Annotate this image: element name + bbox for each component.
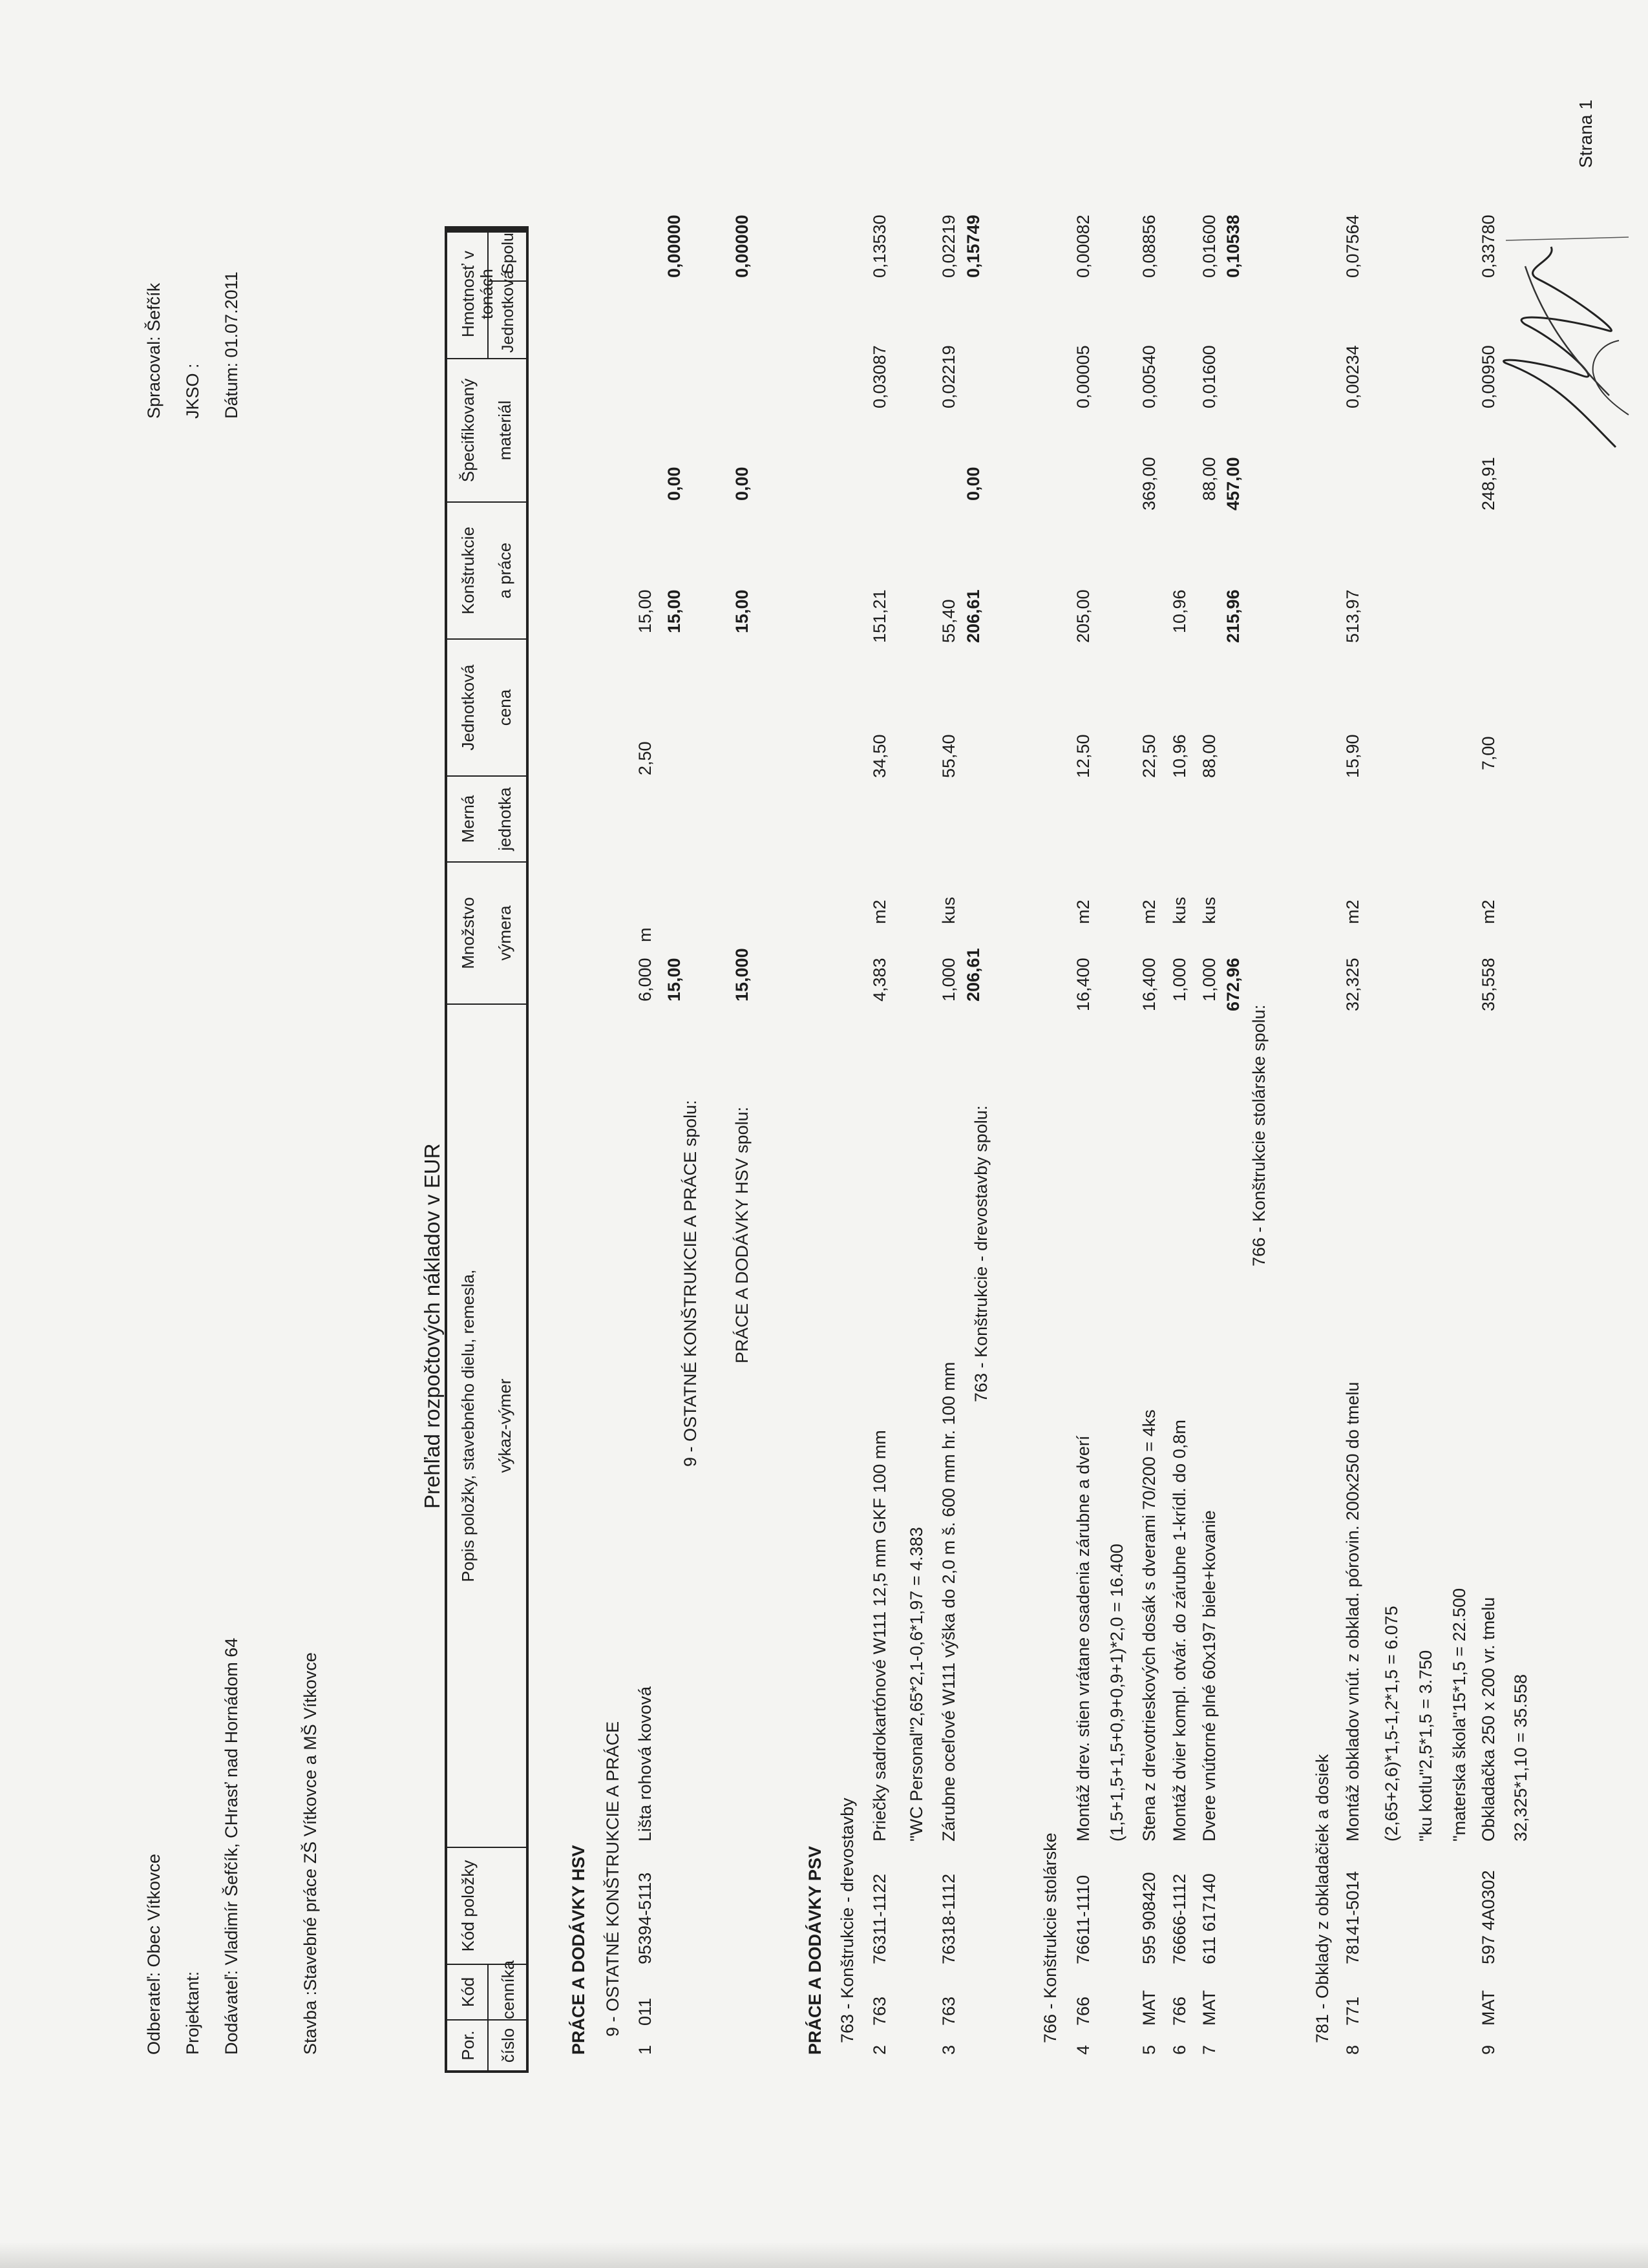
total-material: 0,00 xyxy=(664,467,684,501)
section-psv: PRÁCE A DODÁVKY PSV xyxy=(805,1845,825,2055)
col-hmotnost: Hmotnosť v tonách Jednotková Spolu xyxy=(447,230,526,359)
col-mnozstvo: Množstvo výmera xyxy=(447,863,526,1005)
section-hsv-9: 9 - OSTATNÉ KONŠTRUKCIE A PRÁCE xyxy=(603,1721,622,2037)
total-material: 0,00 xyxy=(964,467,983,501)
section-hsv: PRÁCE A DODÁVKY HSV xyxy=(569,1845,588,2055)
col-por: Por. číslo xyxy=(447,2021,526,2070)
section-psv-763: 763 - Konštrukcie - drevostavby xyxy=(838,1798,857,2043)
page-number: Strana 1 xyxy=(1576,100,1596,168)
designer-label: Projektant: xyxy=(183,1971,202,2055)
total-label: 763 - Konštrukcie - drevostavby spolu: xyxy=(971,1105,991,1402)
section-psv-781: 781 - Obklady z obkladačiek a dosiek xyxy=(1313,1754,1332,2043)
total-konstr: 215,96 xyxy=(1223,589,1243,643)
total-mnozstvo: 15,00 xyxy=(664,958,684,1002)
customer-label: Odberateľ: Obec Vítkovce xyxy=(144,1853,164,2055)
col-jedn-cena: Jednotková cena xyxy=(447,640,526,777)
measurement-note: "ku kotlu"2,5*1,5 = 3.750 xyxy=(1416,1650,1435,1842)
measurement-note: "materska škola"15*1,5 = 22.500 xyxy=(1450,1588,1469,1842)
building-label: Stavba :Stavebné práce ZŠ Vítkovce a MŠ Vítkovce xyxy=(301,1652,320,2055)
total-material: 0,00 xyxy=(732,467,752,501)
total-hmotnost: 0,15749 xyxy=(964,215,983,278)
col-kod: Kód cenníka xyxy=(447,1965,526,2021)
total-label: PRÁCE A DODÁVKY HSV spolu: xyxy=(732,1106,752,1363)
measurement-note: 32,325*1,10 = 35.558 xyxy=(1511,1674,1530,1842)
col-hmotnost-spolu: Spolu xyxy=(499,233,517,274)
supplier-label: Dodávateľ: Vladimír Šefčík, CHrasť nad Hornádom 64 xyxy=(222,1637,241,2055)
measurement-note: "WC Personal"2,65*2,1-0,6*1,97 = 4.383 xyxy=(907,1527,926,1842)
col-konstrukcie: Konštrukcie a práce xyxy=(447,503,526,640)
col-kod-polozky: Kód položky xyxy=(447,1848,526,1965)
total-hmotnost: 0,10538 xyxy=(1223,215,1243,278)
document-title: Prehľad rozpočtových nákladov v EUR xyxy=(420,1143,444,1509)
total-konstr: 15,00 xyxy=(664,589,684,633)
total-hmotnost: 0,00000 xyxy=(664,215,684,278)
jkso-label: JKSO : xyxy=(183,363,202,419)
total-mnozstvo: 672,96 xyxy=(1223,958,1243,1011)
total-material: 457,00 xyxy=(1223,457,1243,510)
total-mnozstvo: 206,61 xyxy=(964,948,983,1002)
section-psv-766: 766 - Konštrukcie stolárske xyxy=(1041,1832,1060,2043)
col-hmotnost-jednotkova: Jednotková xyxy=(499,270,517,353)
prepared-by: Spracoval: Šefčík xyxy=(144,282,164,419)
signature-mark xyxy=(1480,221,1635,473)
total-label: 766 - Konštrukcie stolárske spolu: xyxy=(1249,1004,1269,1266)
table-header xyxy=(445,226,529,2073)
total-mnozstvo: 15,000 xyxy=(732,948,752,1002)
total-konstr: 206,61 xyxy=(964,589,983,643)
total-label: 9 - OSTATNÉ KONŠTRUKCIE A PRÁCE spolu: xyxy=(681,1100,700,1467)
budget-page: Odberateľ: Obec Vítkovce Projektant: Dodávateľ: Vladimír Šefčík, CHrasť nad Hornádom 64 Stavba :Stavebné práce ZŠ Vítkovce a MŠ Vítkovce Spracoval: Šefčík JKSO : Dátum: 01.07.2011 Prehľad rozpočtových nákladov v EUR Por. číslo Kód cenníka Kód položky Popis položky, stavebného dielu, remesla, výkaz-výmer Množstvo výmera Merná jednotka Jednotková cena Konštrukcie a práce Špecifikovaný materiál Hmotnosť v tonách Jednotková Spolu PRÁCE A DODÁVKY HSV 9 - OSTATNÉ KONŠTRUKCIE A PRÁCE PRÁCE A DODÁVKY PSV 763 - Konštrukcie - drevostavby 766 - Konštrukcie stolárske 781 - Obklady z obkladačiek a dosiek 1 011 95394-5113 Lišta rohová kovová 6,000 m 2,50 15,00 9 - OSTATNÉ KONŠTRUKCIE A PRÁCE spolu: 15,00 15,00 0,00 0,00000 PRÁCE A DODÁVKY HSV spolu: 15,000 15,00 0,00 0,00000 2 763 76311-1122 Priečky sadrokartónové W111 12,5 mm GKF 100 mm 4,383 m2 34,50 151,21 0,03087 0,13530 "WC Personal"2,65*2,1-0,6*1,97 = 4.383 3 763 76318-1112 Zárubne oceľové W111 výška do 2,0 m š. 600 mm hr. 100 mm 1,000 kus 55,40 55,40 0,02219 0,02219 763 - Konštrukcie - drevostavby spolu: 206,61 206,61 0,00 0,15749 4 766 76611-1110 Montáž drev. stien vrátane osadenia zárubne a dverí 16,400 m2 12,50 205,00 0,00005 0,00082 (1,5+1,5+1,5+0,9+0,9+1)*2,0 = 16.400 5 MAT 595 908420 Stena z drevotrieskových dosák s dverami 70/200 = 4ks 16,400 m2 22,50 369,00 0,00540 0,08856 6 766 76666-1112 Montáž dvier kompl. otvár. do zárubne 1-krídl. do 0,8m 1,000 kus 10,96 10,96 7 MAT 611 617140 Dvere vnútorné plné 60x197 biele+kovanie 1,000 kus 88,00 88,00 0,01600 0,01600 766 - Konštrukcie stolárske spolu: 672,96 215,96 457,00 0,10538 8 771 78141-5014 Montáž obkladov vnút. z obklad. pórovin. 200x250 do tmelu 32,325 m2 15,90 513,97 0,00234 0,07564 (2,65+2,6)*1,5-1,2*1,5 = 6.075 "ku kotlu"2,5*1,5 = 3.750 "materska škola"15*1,5 = 22.500 9 MAT 597 4A0302 Obkladačka 250 x 200 vr. tmelu 35,558 m2 7,00 248,91 0,00950 0,33780 32,325*1,10 = 35.558 Strana 1 xyxy=(0,0,1648,2268)
measurement-note: (1,5+1,5+1,5+0,9+0,9+1)*2,0 = 16.400 xyxy=(1107,1544,1126,1842)
col-material: Špecifikovaný materiál xyxy=(447,359,526,503)
col-popis: Popis položky, stavebného dielu, remesla, výkaz-výmer xyxy=(447,1005,526,1848)
col-merna: Merná jednotka xyxy=(447,777,526,863)
date-label: Dátum: 01.07.2011 xyxy=(222,271,241,419)
total-konstr: 15,00 xyxy=(732,589,752,633)
total-hmotnost: 0,00000 xyxy=(732,215,752,278)
measurement-note: (2,65+2,6)*1,5-1,2*1,5 = 6.075 xyxy=(1382,1606,1401,1842)
